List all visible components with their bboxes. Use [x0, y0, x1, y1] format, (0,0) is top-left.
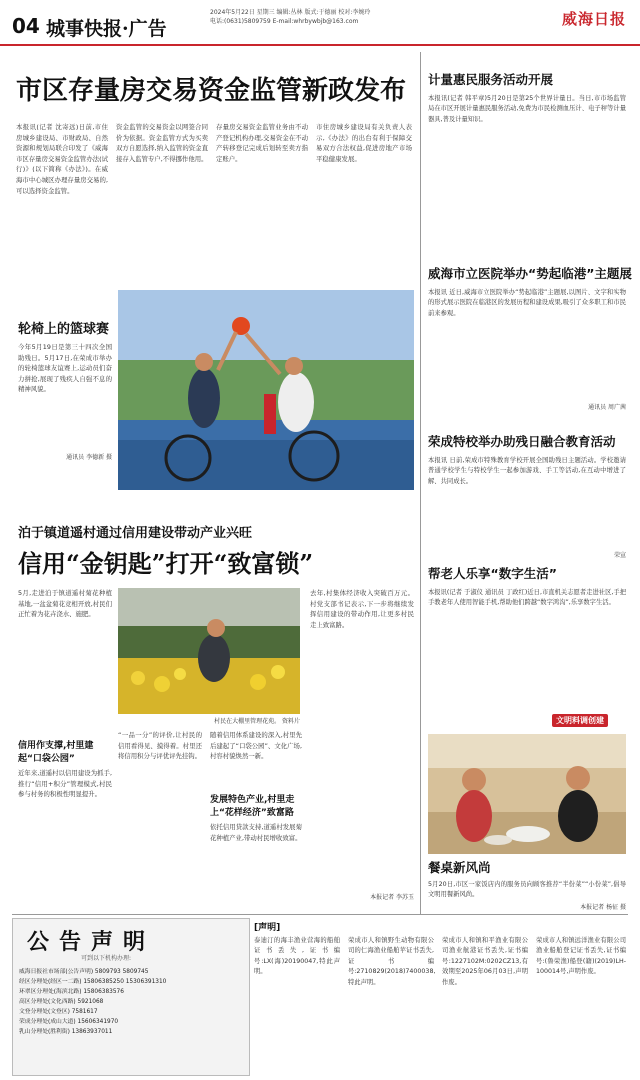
- notice-rows: [19, 967, 243, 1037]
- basketball-body: 今年5月19日是第三十四次全国助残日。5月17日,在荣成市举办的轮椅篮球友谊赛上,运动员们奋力拼抢,展现了残疾人自强不息的精神风貌。: [18, 343, 112, 394]
- dining-body: 5月20日,市区一家饭店内的服务员向顾客推荐“半份菜”“小份菜”,倡导文明用餐新风尚。: [428, 881, 626, 899]
- basketball-photo: [118, 290, 414, 490]
- statement-3: 荣成市人和镇和平渔业有限公司渔业航港证书丢失,证书编号:1227102M:0202CZ13,有效期至2025年06月03日,声明作废。: [442, 937, 528, 986]
- credit-col-1: 5月,走进泊于镇道遥村菊花种植基地,一盆盆菊花竞相开放,村民们正忙着为花卉浇水、施肥。: [18, 589, 112, 619]
- metrology-body: 本报讯(记者 韩平章)5月20日是第25个世界计量日。当日,市市场监管局在市区开展计量惠民服务活动,免费为市民检测血压计、电子秤等计量器具,普及计量知识。: [428, 95, 626, 123]
- masthead-info-line2: 电话:(0631)5809759 E-mail:whrbywbjb@163.com: [210, 18, 359, 25]
- credit-col-3b: 依托信用贷款支持,道遥村发展菊花种植产业,带动村民增收致富。: [210, 823, 302, 842]
- flower-photo: [118, 588, 300, 714]
- credit-col-3: 随着信用体系建设的深入,村里先后建起了“口袋公园”、文化广场,村容村貌焕然一新。: [210, 731, 302, 761]
- statement-2: 荣成市人和镇野生动物有限公司的仁海渔业船舶苹证书丢失,证书编号:2710829(2018)7400038,特此声明。: [348, 937, 436, 986]
- basketball-title: 轮椅上的篮球赛: [18, 322, 110, 337]
- credit-col-2: “一品一分”的评价,让村民的信用看得见、摸得着。村里还将信用积分与评优评先挂钩。: [118, 731, 202, 761]
- lead-headline: 市区存量房交易资金监管新政发布: [16, 76, 407, 106]
- notice-row: 乳山分理处(胜利街) 13863937011: [19, 1029, 113, 1035]
- statement-1: 泰迪汀的海丰渔业营海的船舶证书丢失,证书编号:LX(海)20190047,特此声明。: [254, 937, 340, 976]
- notice-box: [12, 918, 250, 1076]
- section-title: 城事快报·广告: [46, 18, 167, 40]
- notice-row: 经区分理处(经区一二路) 15806385250 15306391310: [19, 979, 167, 985]
- credit-col-1b: 近年来,道遥村以信用建设为抓手,推行“信用+积分”管理模式,村民参与村务的积极性明显提升。: [18, 769, 112, 799]
- lead-col-1: 本报讯(记者 沈寄远)日前,市住房城乡建设局、市财政局、自然资源和规划局联合印发了《威海市区存量房交易资金监管办法(试行)》(以下简称《办法》)。在威海市中心城区办理存量房交易的,可以选择资金监管。: [16, 123, 108, 195]
- hospital-title: 威海市立医院举办“势起临港”主题展: [428, 266, 632, 281]
- credit-reporter: 本报记者 李苏玉: [370, 894, 414, 901]
- dining-photo: [428, 734, 626, 854]
- statement-4: 荣成市人和镇远洋渔业有限公司渔业船舶登记证书丢失,证书编号:(鲁荣渔)船登(籍)(2019)LH-100014号,声明作废。: [536, 937, 626, 976]
- masthead-info-line1: 2024年5月22日 星期三 编辑:丛林 版式:于德丽 校对:李婉玲: [210, 9, 371, 16]
- special-school-reporter: 荣宣: [613, 552, 626, 559]
- dining-credit: 本报记者 杨征 摄: [580, 904, 626, 911]
- dining-photo-image: [428, 734, 626, 854]
- masthead: [0, 0, 640, 46]
- civilization-badge: 文明料调创建: [552, 714, 608, 727]
- credit-subhead-1: 信用作支撑,村里建起“口袋公园”: [18, 741, 94, 764]
- flower-photo-caption: 村民在大棚里管理花苑。 资料片: [214, 718, 300, 725]
- notice-title: 公告声明: [27, 929, 156, 955]
- hospital-reporter: 通讯员 周广茜: [588, 404, 626, 411]
- flower-photo-image: [118, 588, 300, 714]
- lead-col-4: 市住房城乡建设局有关负责人表示,《办法》的出台有利于保障交易双方合法权益,促进房地产市场平稳健康发展。: [316, 123, 412, 163]
- digital-life-body: 本报讯(记者 于淑仪 通讯员 丁政红)近日,市直机关志愿者走进社区,手把手教老年人使用智能手机,帮助他们跨越“数字鸿沟”,乐享数字生活。: [428, 589, 626, 607]
- notice-row: 荣成分理处(成山大道) 15606341970: [19, 1019, 119, 1025]
- notice-row: 环翠区分理处(海滨北路) 15806383576: [19, 989, 124, 995]
- notice-row: 文登分理处(文登区) 7581617: [19, 1009, 98, 1015]
- credit-subhead-2: 发展特色产业,村里走上“花样经济”致富路: [210, 795, 295, 818]
- metrology-title: 计量惠民服务活动开展: [428, 72, 554, 87]
- newspaper-logo: 威海日报: [561, 10, 626, 28]
- dining-title: 餐桌新风尚: [428, 860, 491, 875]
- statement-title: [声明]: [254, 923, 281, 933]
- column-divider: [420, 52, 421, 914]
- special-school-title: 荣成特校举办助残日融合教育活动: [428, 434, 616, 449]
- credit-col-4: 去年,村集体经济收入突破百万元。村党支部书记表示,下一步将继续发挥信用建设的带动作用,让更多村民走上致富路。: [310, 589, 414, 629]
- credit-kicker: 泊于镇道遥村通过信用建设带动产业兴旺: [18, 526, 253, 541]
- page-number: 04: [12, 14, 40, 38]
- special-school-body: 本报讯 日前,荣成市特殊教育学校开展全国助残日主题活动。学校邀请普通学校学生与特校学生一起参加游戏、手工等活动,在互动中增进了解、共同成长。: [428, 457, 626, 485]
- statement-area: [252, 918, 628, 1074]
- masthead-info: [210, 8, 520, 26]
- notice-row: 高区分理处(文化西路) 5921068: [19, 999, 104, 1005]
- notice-row: 威海日报社市场部(公告声明) 5809793 5809745: [19, 969, 149, 975]
- basketball-credit: 通讯员 李德新 摄: [66, 454, 112, 461]
- lead-col-2: 资金监管的交易资金以网签合同价为依据。资金监管方式为买卖双方自愿选择,纳入监管的资金直接存入监管专户,不得挪作他用。: [116, 123, 208, 163]
- basketball-photo-image: [118, 290, 414, 490]
- hospital-body: 本报讯 近日,威海市立医院举办“势起临港”主题展,以图片、文字和实物的形式展示医院在临港区的发展历程和建设成果,吸引了众多职工和市民前来参观。: [428, 289, 626, 317]
- digital-life-title: 帮老人乐享“数字生活”: [428, 566, 557, 581]
- credit-headline: 信用“金钥匙”打开“致富锁”: [18, 549, 314, 578]
- lead-col-3: 存量房交易资金监管业务由不动产登记机构办理,交易资金在不动产转移登记完成后划转至卖方指定账户。: [216, 123, 308, 163]
- notice-subtitle: 可到以下机构办理:: [81, 955, 132, 962]
- notice-top-rule: [12, 914, 628, 915]
